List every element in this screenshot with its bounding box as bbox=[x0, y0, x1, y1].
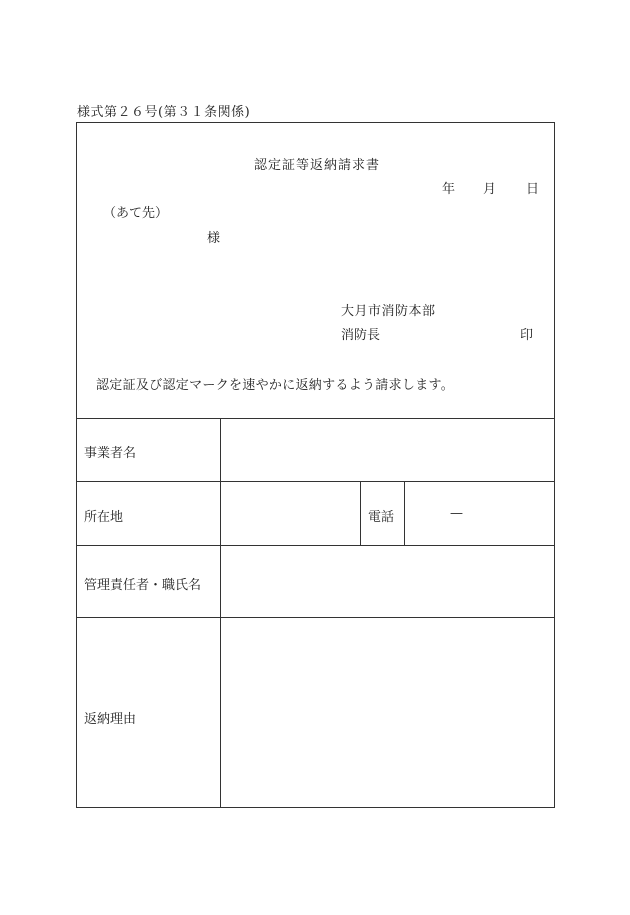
address-label: 所在地 bbox=[84, 510, 124, 525]
phone-label-divider-right bbox=[404, 481, 405, 545]
table-divider bbox=[77, 418, 554, 419]
table-divider bbox=[77, 481, 554, 482]
form-number: 様式第２６号(第３１条関係) bbox=[77, 105, 251, 120]
return-reason-label: 返納理由 bbox=[84, 712, 137, 727]
business-name-label: 事業者名 bbox=[84, 446, 137, 461]
seal-mark: 印 bbox=[520, 328, 534, 343]
issuer-organization: 大月市消防本部 bbox=[341, 304, 436, 319]
phone-label: 電話 bbox=[368, 510, 395, 525]
table-divider bbox=[77, 617, 554, 618]
form-title: 認定証等返納請求書 bbox=[254, 158, 381, 173]
phone-separator: — bbox=[450, 506, 463, 521]
addressee-label: （あて先） bbox=[103, 206, 169, 221]
issuer-title: 消防長 bbox=[341, 328, 381, 343]
request-form bbox=[76, 122, 555, 808]
info-table bbox=[77, 418, 554, 807]
manager-label: 管理責任者・職氏名 bbox=[84, 578, 202, 593]
date-day-label: 日 bbox=[526, 182, 540, 197]
table-divider bbox=[77, 545, 554, 546]
request-statement: 認定証及び認定マークを速やかに返納するよう請求します。 bbox=[96, 378, 455, 393]
label-column-divider bbox=[220, 418, 221, 807]
phone-label-divider-left bbox=[360, 481, 361, 545]
date-year-label: 年 bbox=[442, 182, 456, 197]
honorific-label: 様 bbox=[207, 231, 221, 246]
date-month-label: 月 bbox=[483, 182, 497, 197]
